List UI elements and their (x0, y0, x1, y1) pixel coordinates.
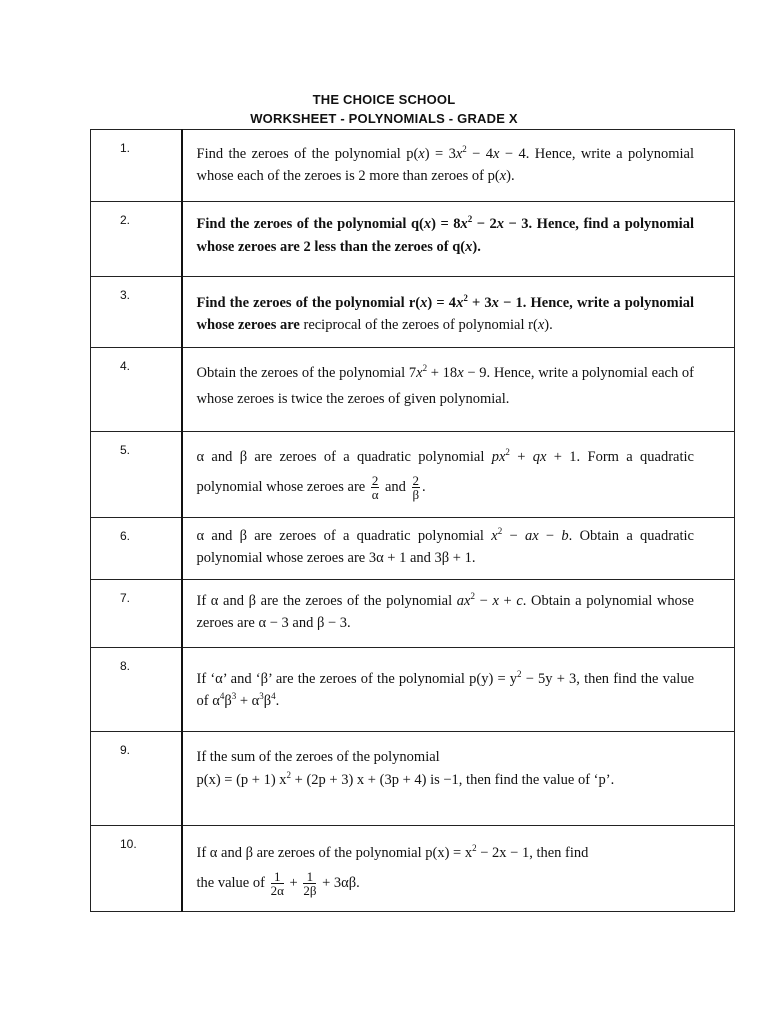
worksheet-title: WORKSHEET - POLYNOMIALS - GRADE X (250, 111, 518, 126)
question-number: 3. (91, 277, 182, 348)
question-text: If α and β are the zeroes of the polynomial $ax^2 - x + c$. Obtain a polynomial whose zeroes are α − 3 and β − 3. (196, 591, 694, 631)
question-text: Find the zeroes of the polynomial $p(x) = 3x^2 - 4x - 4$. Hence, write a polynomial whose each of the zeroes is 2 more than zeroes of p(x). (196, 144, 694, 184)
fraction-2-over-beta: $\frac{2}{\beta}$ (412, 473, 420, 503)
question-number: 8. (91, 648, 182, 732)
question-number: 7. (91, 580, 182, 648)
question-table (90, 129, 735, 912)
question-number: 4. (91, 348, 182, 432)
table-row (91, 732, 735, 826)
question-text: Find the zeroes of the polynomial $q(x) = 8x^2 - 2x - 3$. Hence, find a polynomial whose zeroes are 2 less than the zeroes of q(x). (196, 214, 694, 255)
table-row (91, 348, 735, 432)
question-text: α and β are zeroes of a quadratic polynomial $px^2$ + qx + 1. Form a quadratic polynomial whose zeroes are $\frac{2}{\alpha}$ and $\frac{2}{\beta}$ . (196, 447, 694, 503)
table-row (91, 277, 735, 348)
question-text: If ‘α’ and ‘β’ are the zeroes of the polynomial $p(y) = y^2 - 5y + 3$, then find the value of $\alpha^4\beta^3 + \alpha^3\beta^4$. (196, 669, 695, 709)
school-name: THE CHOICE SCHOOL (312, 92, 456, 107)
table-row (91, 130, 735, 202)
question-text: If α and β are zeroes of the polynomial $p(x) = x^2 - 2x - 1$, then find the value of $\frac{1}{2\alpha}$ + $\frac{1}{2\beta}$ + 3αβ. (196, 843, 589, 899)
question-text: Find the zeroes of the polynomial $r(x) = 4x^2 + 3x - 1$. Hence, write a polynomial whose zeroes are reciprocal of the zeroes of polynomial r(x). (196, 293, 695, 333)
fraction-1-over-2alpha: $\frac{1}{2\alpha}$ (270, 869, 284, 899)
table-row (91, 826, 735, 912)
question-number: 10. (91, 826, 182, 912)
fraction-1-over-2beta: $\frac{1}{2\beta}$ (303, 869, 317, 899)
question-number: 2. (91, 202, 182, 277)
fraction-2-over-alpha: $\frac{2}{\alpha}$ (371, 473, 379, 503)
question-number: 1. (91, 130, 182, 202)
question-text: If the sum of the zeroes of the polynomial p(x) = (p + 1) $x^2 + (2p + 3) x + (3p + 4)$ is −1, then find the value of ‘p’. (196, 749, 615, 788)
table-row (91, 648, 735, 732)
question-text: α and β are zeroes of a quadratic polynomial $x^2$ − ax − b. Obtain a quadratic polynomial whose zeroes are 3α + 1 and 3β + 1. (196, 526, 694, 566)
table-row (91, 432, 735, 518)
question-number: 5. (91, 432, 182, 518)
table-row (91, 518, 735, 580)
table-row (91, 580, 735, 648)
question-text: Obtain the zeroes of the polynomial $7x^2 + 18x - 9$. Hence, write a polynomial each of whose zeroes is twice the zeroes of given polynomial. (196, 363, 694, 407)
question-number: 6. (91, 518, 182, 580)
table-row (91, 202, 735, 277)
question-number: 9. (91, 732, 182, 826)
